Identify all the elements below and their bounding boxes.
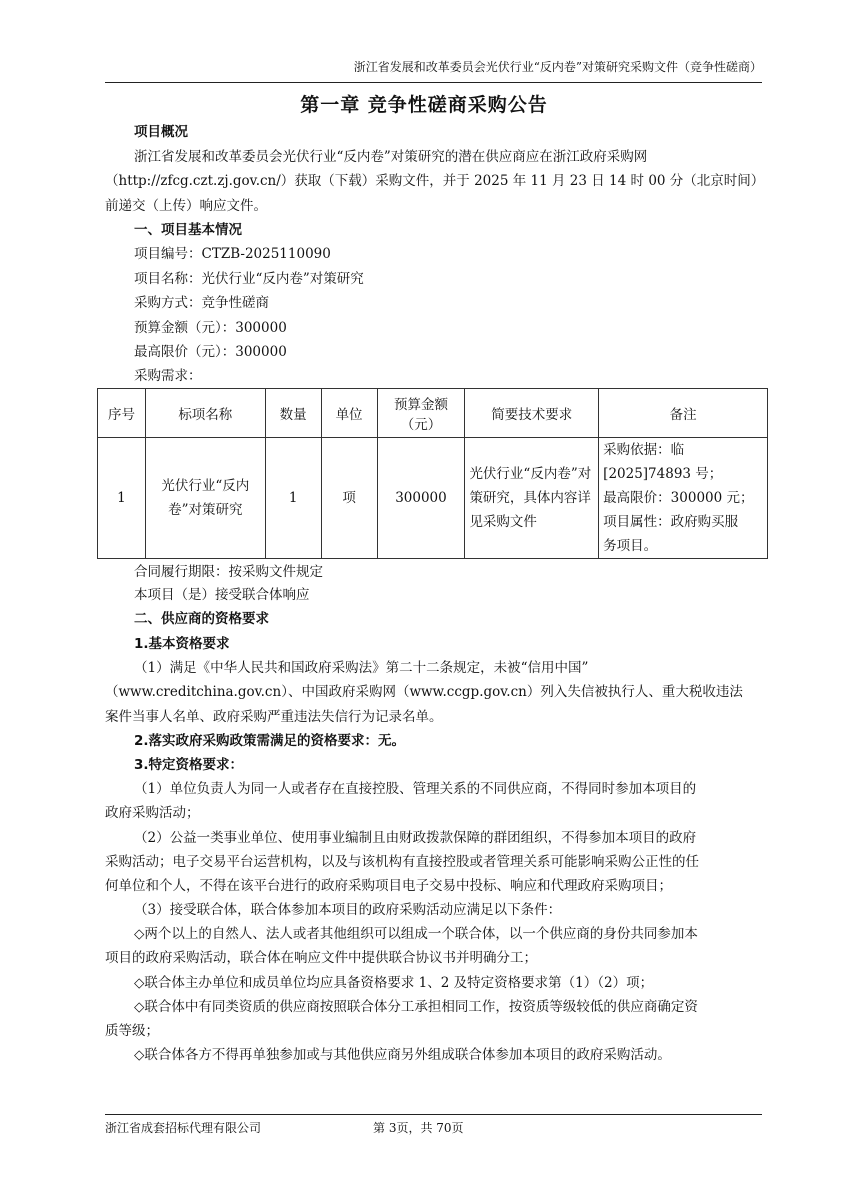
- header-text: 浙江省发展和改革委员会光伏行业“反内卷”对策研究采购文件（竞争性磋商）: [353, 60, 762, 74]
- special-qual-1a: （1）单位负责人为同一人或者存在直接控股、管理关系的不同供应商，不得同时参加本项目的: [134, 781, 697, 797]
- special-qual-2c: 何单位和个人，不得在该平台进行的政府采购项目电子交易中投标、响应和代理政府采购项目；: [105, 878, 672, 894]
- project-number: 项目编号：CTZB-2025110090: [134, 246, 331, 262]
- special-qual-2b: 采购活动；电子交易平台运营机构，以及与该机构有直接控股或者管理关系可能影响采购公正性的任: [105, 854, 699, 870]
- page-header: [105, 58, 762, 83]
- footer-page-number: 第 3页，共 70页: [373, 1121, 464, 1135]
- contract-period: 合同履行期限：按采购文件规定: [134, 564, 323, 580]
- col-header-qty: 数量: [265, 389, 321, 438]
- cell-unit: 项: [321, 438, 377, 559]
- project-name: 项目名称：光伏行业“反内卷”对策研究: [134, 271, 364, 287]
- qualification-heading: 二、供应商的资格要求: [134, 611, 269, 627]
- special-qual-2a: （2）公益一类事业单位、使用事业编制且由财政拨款保障的群团组织，不得参加本项目的政府: [134, 830, 697, 846]
- basic-qual-p3: 案件当事人名单、政府采购严重违法失信行为记录名单。: [105, 709, 443, 725]
- consortium-cond-4: ◇联合体各方不得再单独参加或与其他供应商另外组成联合体参加本项目的政府采购活动。: [134, 1047, 671, 1063]
- cell-note: [599, 438, 768, 559]
- requirements-table: [97, 388, 768, 559]
- consortium-cond-1a: ◇两个以上的自然人、法人或者其他组织可以组成一个联合体，以一个供应商的身份共同参加本: [134, 926, 698, 942]
- special-qual-3: （3）接受联合体，联合体参加本项目的政府采购活动应满足以下条件：: [134, 902, 562, 918]
- col-header-budget: 预算金额（元）: [377, 389, 465, 438]
- table-header-row: [98, 389, 768, 438]
- basic-qual-heading: 1.基本资格要求: [134, 636, 230, 652]
- chapter-title: 第一章 竞争性磋商采购公告: [300, 94, 548, 116]
- note-line: 最高限价：300000 元；: [603, 490, 754, 506]
- cell-tech: 光伏行业“反内卷”对策研究，具体内容详见采购文件: [465, 438, 599, 559]
- note-line: [2025]74893 号；: [603, 466, 723, 482]
- procurement-method: 采购方式：竞争性磋商: [134, 295, 269, 311]
- overview-p2: （http://zfcg.czt.zj.gov.cn/）获取（下载）采购文件，并于 2025 年 11 月 23 日 14 时 00 分（北京时间）: [105, 173, 765, 189]
- consortium-cond-3a: ◇联合体中有同类资质的供应商按照联合体分工承担相同工作，按资质等级较低的供应商确定资: [134, 999, 698, 1015]
- policy-qual-heading: 2.落实政府采购政策需满足的资格要求：无。: [134, 733, 406, 749]
- special-qual-heading: 3.特定资格要求：: [134, 757, 244, 773]
- overview-p1: 浙江省发展和改革委员会光伏行业“反内卷”对策研究的潜在供应商应在浙江政府采购网: [134, 149, 648, 165]
- table-row: [98, 438, 768, 559]
- consortium-cond-2: ◇联合体主办单位和成员单位均应具备资格要求 1、2 及特定资格要求第（1）（2）项；: [134, 975, 654, 991]
- procurement-demand: 采购需求：: [134, 368, 202, 384]
- cell-qty: 1: [265, 438, 321, 559]
- col-header-no: 序号: [98, 389, 146, 438]
- col-header-note: 备注: [599, 389, 768, 438]
- special-qual-1b: 政府采购活动；: [105, 805, 200, 821]
- basic-qual-p2: （www.creditchina.gov.cn）、中国政府采购网（www.ccgp.gov.cn）列入失信被执行人、重大税收违法: [105, 684, 743, 700]
- consortium-cond-1b: 项目的政府采购活动，联合体在响应文件中提供联合协议书并明确分工；: [105, 950, 537, 966]
- cell-name: 光伏行业“反内卷”对策研究: [145, 438, 265, 559]
- col-header-unit: 单位: [321, 389, 377, 438]
- consortium-note: 本项目（是）接受联合体响应: [134, 587, 310, 603]
- col-header-name: 标项名称: [145, 389, 265, 438]
- note-line: 务项目。: [603, 538, 658, 554]
- col-header-tech: 简要技术要求: [465, 389, 599, 438]
- note-line: 项目属性：政府购买服: [603, 514, 739, 530]
- budget-amount: 预算金额（元）：300000: [134, 320, 287, 336]
- cell-no: 1: [98, 438, 146, 559]
- basic-qual-p1: （1）满足《中华人民共和国政府采购法》第二十二条规定，未被“信用中国”: [134, 660, 589, 676]
- footer-company: 浙江省成套招标代理有限公司: [105, 1121, 262, 1135]
- overview-p3: 前递交（上传）响应文件。: [105, 198, 267, 214]
- max-price: 最高限价（元）：300000: [134, 344, 287, 360]
- page-footer: [105, 1114, 762, 1137]
- cell-budget: 300000: [377, 438, 465, 559]
- basic-heading: 一、项目基本情况: [134, 222, 242, 238]
- consortium-cond-3b: 质等级；: [105, 1023, 159, 1039]
- overview-heading: 项目概况: [134, 124, 188, 140]
- note-line: 采购依据：临: [603, 442, 685, 458]
